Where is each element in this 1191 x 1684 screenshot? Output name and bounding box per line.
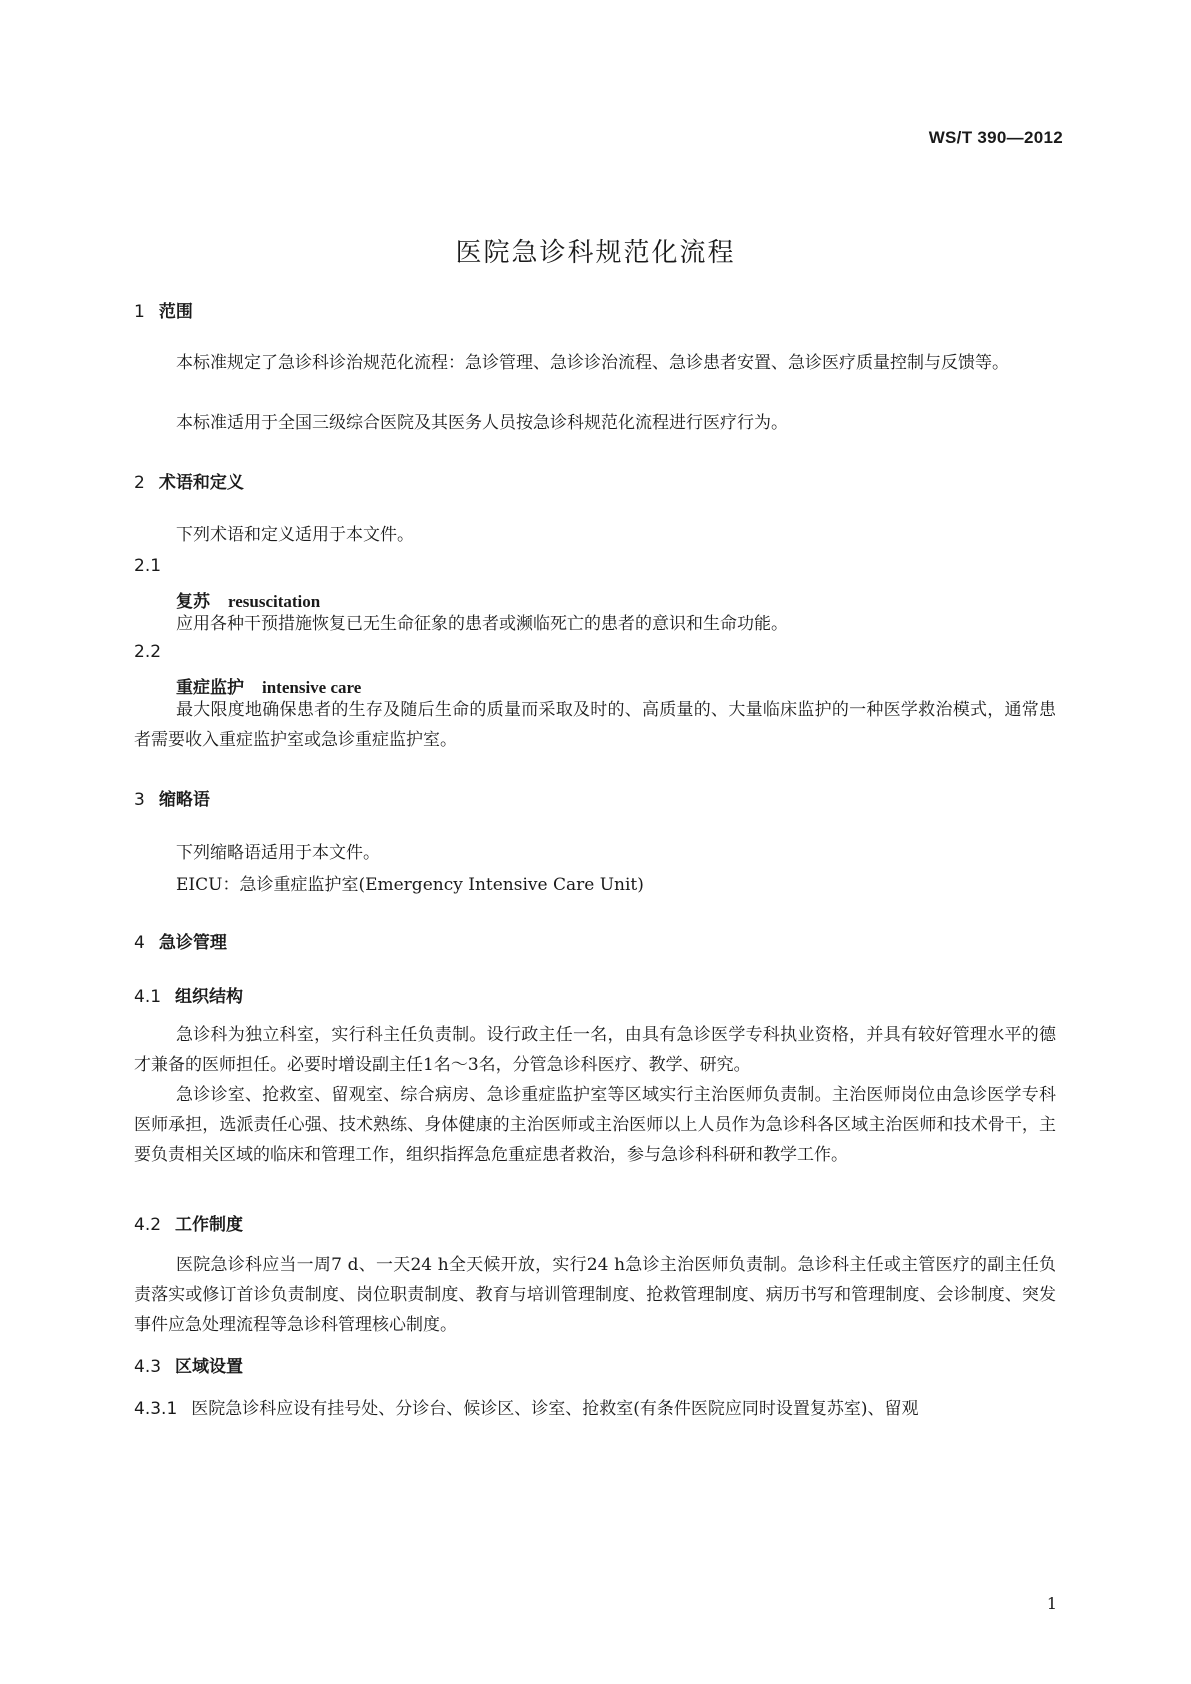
section-title: 急诊管理 (158, 933, 227, 953)
section-title: 工作制度 (175, 1215, 244, 1235)
section-number: 4.2 (134, 1215, 162, 1235)
section-4-1-paragraph-2: 急诊诊室、抢救室、留观室、综合病房、急诊重症监护室等区域实行主治医师负责制。主治医师岗位由急诊医学专科医师承担，选派责任心强、技术熟练、身体健康的主治医师或主治医师以上人员作为急诊科各区域主治医师和技术骨干，主要负责相关区域的临床和管理工作，组织指挥急危重症患者救治，参与急诊科科研和教学工作。 (134, 1085, 1056, 1165)
term-2-1-chinese: 复苏 (176, 592, 210, 612)
section-4-3-heading (134, 1352, 243, 1377)
term-2-2-chinese: 重症监护 (176, 678, 244, 698)
section-title: 组织结构 (175, 987, 244, 1007)
section-number: 4 (134, 933, 145, 953)
section-1-paragraph-2: 本标准适用于全国三级综合医院及其医务人员按急诊科规范化流程进行医疗行为。 (176, 413, 788, 433)
section-number: 4.1 (134, 987, 162, 1007)
section-title: 范围 (158, 302, 193, 322)
standard-code: WS/T 390—2012 (928, 128, 1063, 147)
section-4-1-heading (134, 982, 243, 1007)
section-number: 4.3 (134, 1357, 162, 1377)
term-2-1-english: resuscitation (228, 592, 321, 611)
term-2-2-number: 2.2 (134, 642, 162, 662)
section-1-paragraph-1: 本标准规定了急诊科诊治规范化流程：急诊管理、急诊诊治流程、急诊患者安置、急诊医疗质量控制与反馈等。 (176, 353, 1009, 373)
section-2-heading (134, 468, 244, 493)
section-3-heading (134, 785, 210, 810)
section-1-heading (134, 297, 193, 322)
section-3-intro: 下列缩略语适用于本文件。 (176, 843, 380, 863)
clause-4-3-1 (134, 1394, 919, 1419)
clause-number: 4.3.1 (134, 1399, 178, 1419)
abbreviation-eicu: EICU：急诊重症监护室(Emergency Intensive Care Unit) (176, 875, 644, 895)
term-2-1-definition: 应用各种干预措施恢复已无生命征象的患者或濒临死亡的患者的意识和生命功能。 (176, 614, 788, 634)
section-4-2-paragraph: 医院急诊科应当一周7 d、一天24 h全天候开放，实行24 h急诊主治医师负责制。急诊科主任或主管医疗的副主任负责落实或修订首诊负责制度、岗位职责制度、教育与培训管理制度、抢救管理制度、病历书写和管理制度、会诊制度、突发事件应急处理流程等急诊科管理核心制度。 (134, 1255, 1056, 1335)
term-2-2-definition: 最大限度地确保患者的生存及随后生命的质量而采取及时的、高质量的、大量临床监护的一种医学救治模式，通常患者需要收入重症监护室或急诊重症监护室。 (134, 700, 1056, 750)
section-title: 缩略语 (158, 790, 210, 810)
section-4-2-heading (134, 1210, 243, 1235)
section-number: 2 (134, 473, 145, 493)
section-title: 术语和定义 (158, 473, 244, 493)
document-title: 医院急诊科规范化流程 (455, 238, 736, 268)
section-2-intro: 下列术语和定义适用于本文件。 (176, 525, 414, 545)
page-number: 1 (1046, 1594, 1057, 1613)
term-2-2-english: intensive care (262, 678, 362, 697)
section-4-heading (134, 928, 227, 953)
section-title: 区域设置 (175, 1357, 244, 1377)
clause-text: 医院急诊科应设有挂号处、分诊台、候诊区、诊室、抢救室(有条件医院应同时设置复苏室)、留观 (191, 1399, 919, 1419)
section-number: 1 (134, 302, 145, 322)
section-4-1-paragraph-1: 急诊科为独立科室，实行科主任负责制。设行政主任一名，由具有急诊医学专科执业资格，并具有较好管理水平的德才兼备的医师担任。必要时增设副主任1名～3名，分管急诊科医疗、教学、研究。 (134, 1025, 1056, 1075)
section-number: 3 (134, 790, 145, 810)
term-2-1-number: 2.1 (134, 556, 162, 576)
